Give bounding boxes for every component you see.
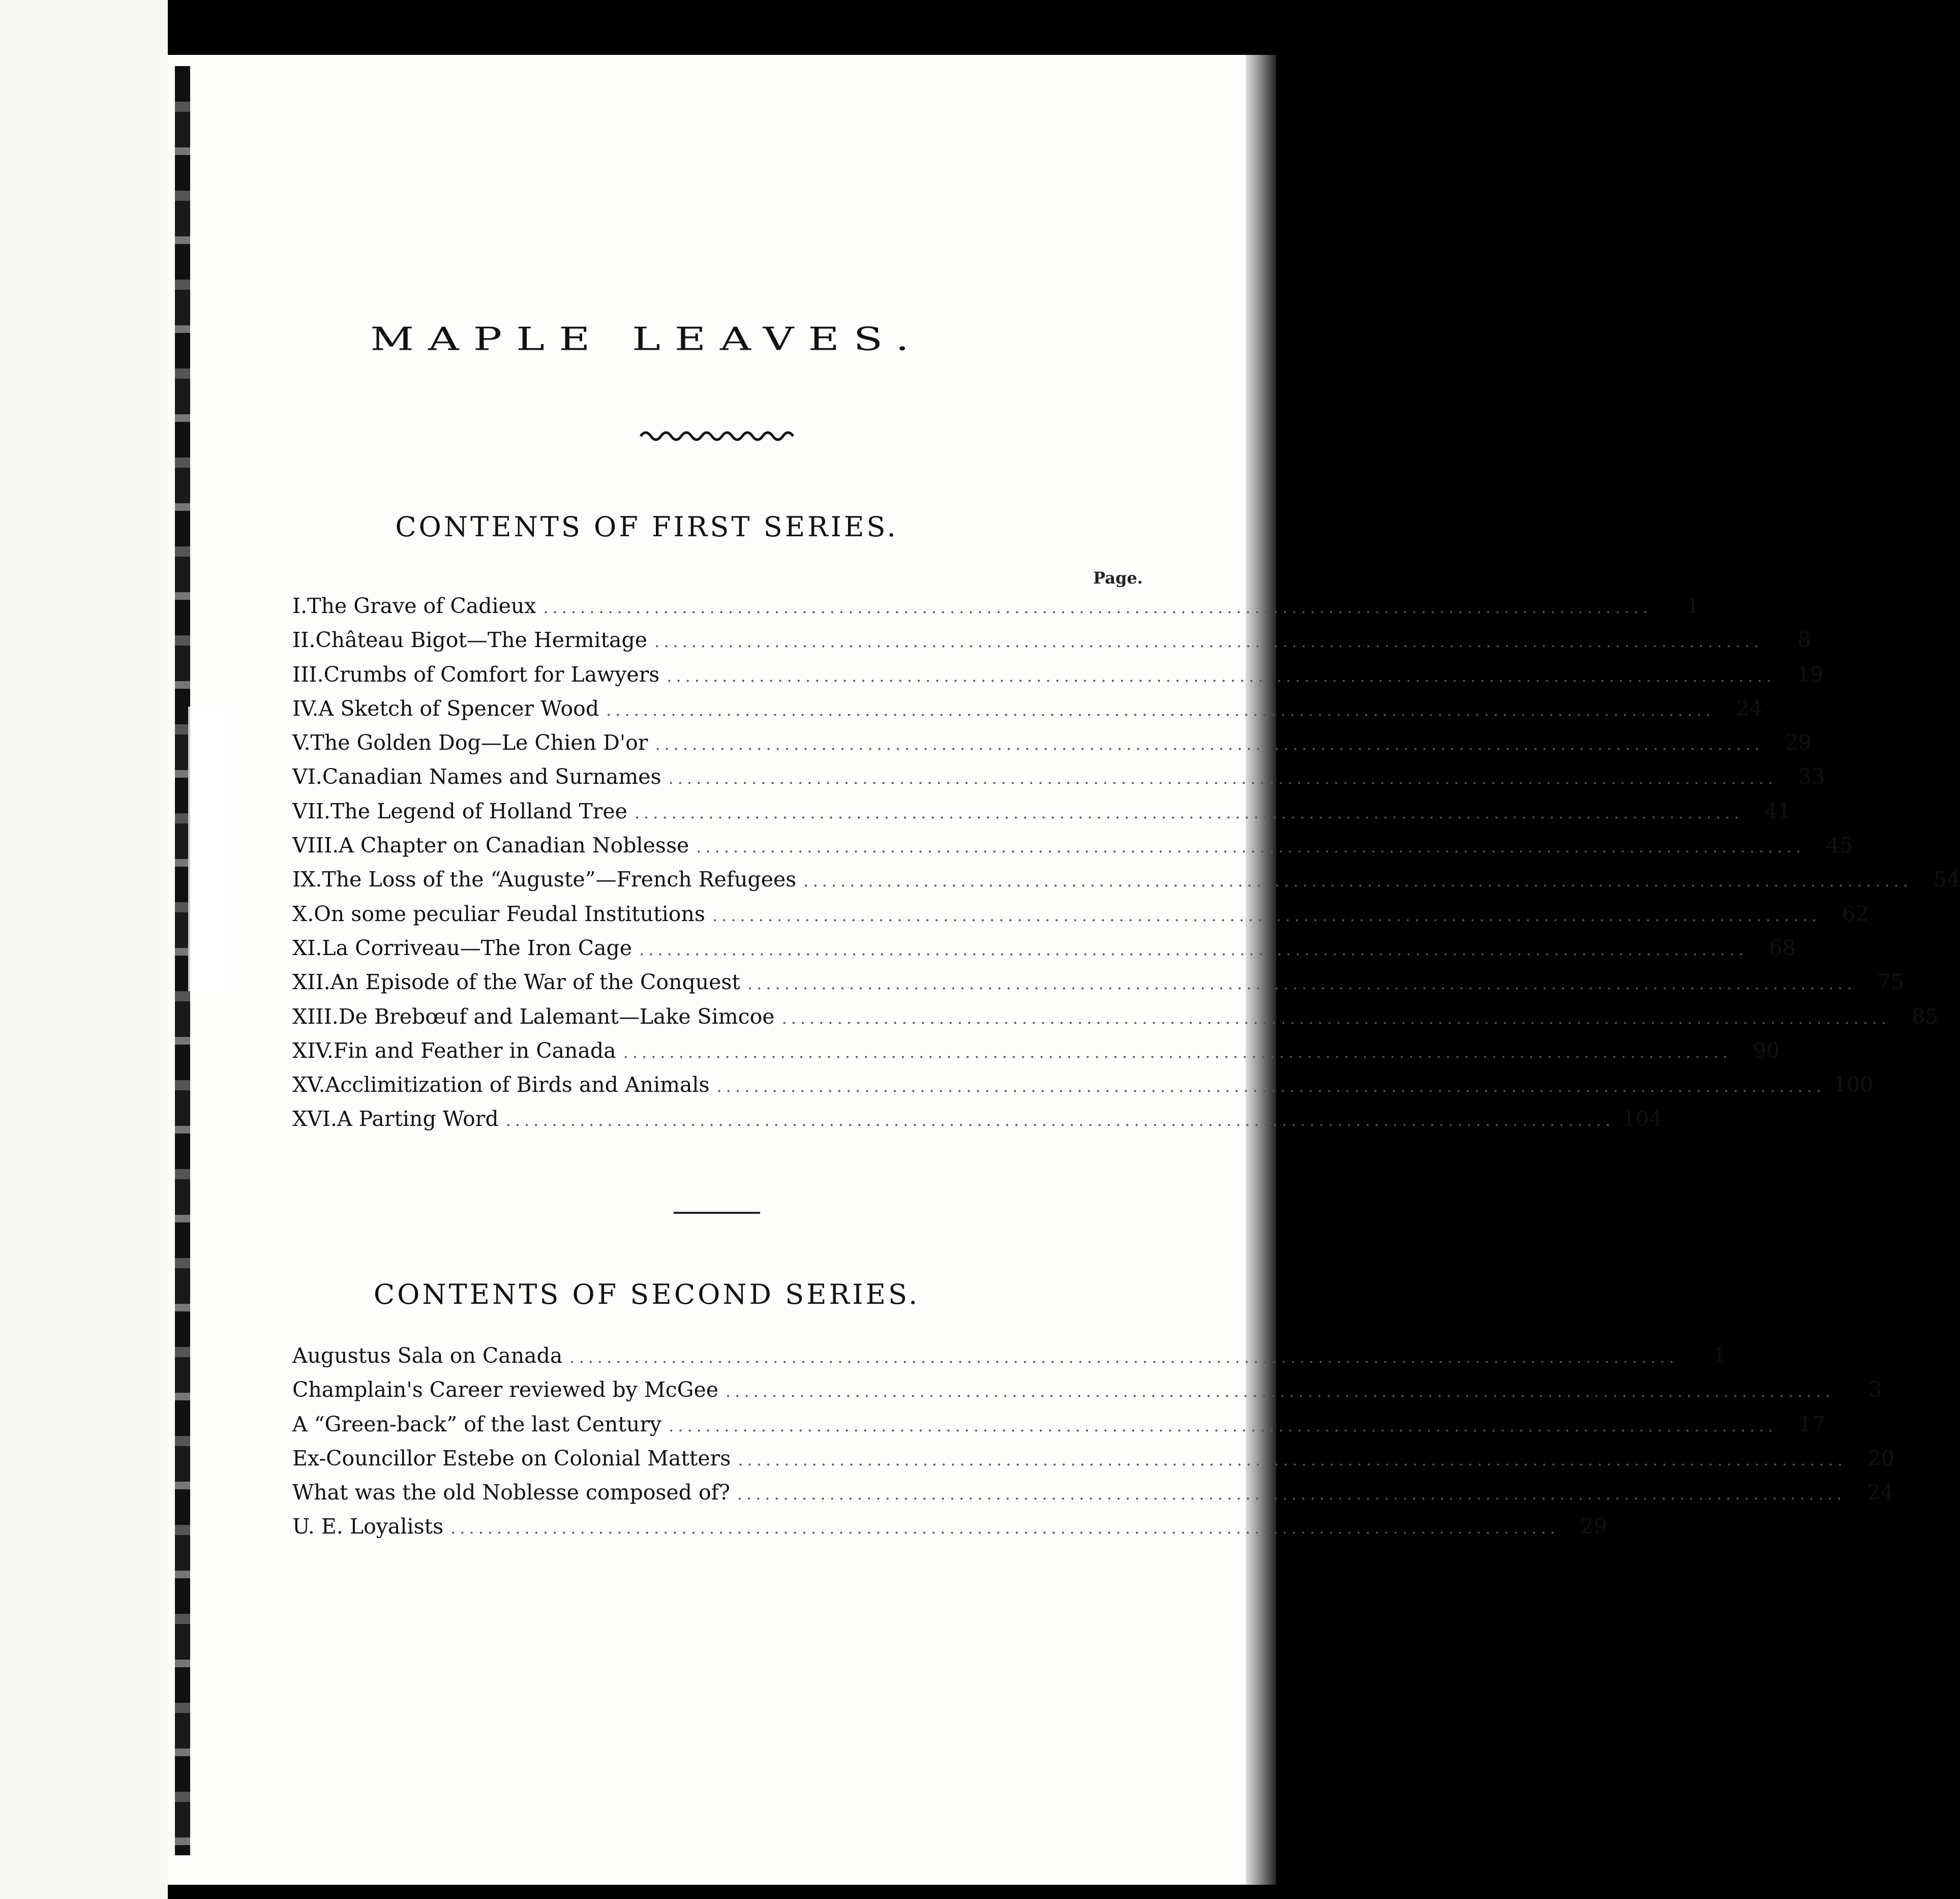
toc-title: Ex-Councillor Estebe on Colonial Matters (292, 1446, 731, 1471)
toc-page: 75 (1877, 970, 1904, 995)
toc-row[interactable] (292, 696, 1763, 730)
toc-title: Champlain's Career reviewed by McGee (292, 1377, 719, 1402)
toc-row[interactable] (292, 970, 1904, 1004)
leader-dots: ........................................................................................................................ (450, 1518, 1559, 1538)
toc-page: 54 (1933, 867, 1960, 892)
toc-row[interactable] (292, 1073, 1874, 1107)
toc-title: A Parting Word (337, 1107, 499, 1131)
toc-row[interactable] (292, 1004, 1939, 1038)
leader-dots: ........................................................................................................................ (668, 769, 1777, 788)
toc-row[interactable] (292, 1038, 1780, 1073)
leader-dots: ........................................................................................................................ (654, 632, 1763, 652)
toc-page: 19 (1796, 662, 1823, 687)
toc-page: 8 (1797, 628, 1811, 653)
leader-dots: ........................................................................................................................ (726, 1382, 1834, 1401)
page-column-label: Page. (1093, 568, 1143, 588)
toc-title: The Legend of Holland Tree (330, 799, 627, 823)
toc-number: XVI. (292, 1107, 338, 1131)
toc-row[interactable] (292, 764, 1825, 799)
toc-number: XII. (292, 970, 330, 995)
toc-row[interactable] (292, 935, 1796, 970)
leader-dots: ........................................................................................................................ (747, 974, 1856, 994)
toc-title: A Sketch of Spencer Wood (318, 696, 599, 721)
book-title: MAPLE LEAVES. (370, 320, 923, 358)
toc-row[interactable] (292, 1377, 1882, 1412)
toc-number: XIII. (292, 1004, 339, 1029)
ornament-squiggle (641, 427, 793, 442)
toc-page: 33 (1798, 764, 1825, 789)
toc-page: 3 (1868, 1377, 1882, 1402)
leader-dots: ........................................................................................................................ (639, 939, 1748, 959)
toc-title: On some peculiar Feudal Institutions (314, 901, 705, 926)
toc-number: XV. (292, 1073, 325, 1097)
leader-dots: ........................................................................................................................ (634, 803, 1743, 822)
toc-number: VII. (292, 799, 331, 823)
toc-title: The Golden Dog—Le Chien D'or (310, 730, 648, 755)
toc-page: 104 (1622, 1107, 1663, 1131)
toc-page: 1 (1686, 594, 1700, 618)
leader-dots: ........................................................................................................................ (543, 598, 1652, 617)
second-series-toc (292, 1343, 1894, 1549)
toc-page: 45 (1826, 833, 1853, 858)
toc-row[interactable] (292, 1412, 1825, 1446)
toc-title: La Corriveau—The Iron Cage (322, 935, 632, 960)
toc-title: What was the old Noblesse composed of? (292, 1480, 730, 1505)
second-series-heading: CONTENTS OF SECOND SERIES. (373, 1278, 920, 1310)
toc-page: 20 (1867, 1446, 1894, 1471)
leader-dots: ........................................................................................................................ (669, 1416, 1777, 1435)
toc-row[interactable] (292, 1514, 1607, 1548)
toc-number: VIII. (292, 833, 339, 858)
toc-title: The Grave of Cadieux (307, 594, 536, 618)
leader-dots: ........................................................................................................................ (712, 905, 1821, 925)
toc-number: XI. (292, 935, 322, 960)
toc-row[interactable] (292, 1446, 1894, 1480)
toc-title: Fin and Feather in Canada (333, 1038, 616, 1063)
toc-page: 17 (1798, 1412, 1825, 1436)
toc-row[interactable] (292, 662, 1823, 696)
toc-title: Acclimitization of Birds and Animals (325, 1073, 710, 1097)
toc-page: 24 (1736, 696, 1763, 721)
toc-page: 29 (1785, 730, 1812, 755)
toc-page: 1 (1712, 1343, 1726, 1368)
leader-dots: ........................................................................................................................ (606, 700, 1715, 720)
leader-dots: ........................................................................................................................ (667, 666, 1775, 686)
toc-row[interactable] (292, 730, 1812, 764)
toc-number: XIV. (292, 1038, 334, 1063)
leader-dots: ........................................................................................................................ (738, 1450, 1847, 1469)
leader-dots: ........................................................................................................................ (569, 1347, 1678, 1367)
toc-title: A “Green-back” of the last Century (292, 1412, 662, 1436)
toc-row[interactable] (292, 901, 1869, 936)
toc-number: II. (292, 628, 316, 653)
toc-row[interactable] (292, 628, 1811, 662)
toc-title: Crumbs of Comfort for Lawyers (323, 662, 660, 687)
leader-dots: ........................................................................................................................ (716, 1077, 1826, 1096)
toc-row[interactable] (292, 799, 1791, 833)
leader-dots: ........................................................................................................................ (505, 1111, 1615, 1130)
toc-page: 90 (1753, 1038, 1780, 1063)
toc-page: 29 (1580, 1514, 1607, 1539)
leader-dots: ........................................................................................................................ (737, 1484, 1846, 1504)
toc-number: I. (292, 594, 308, 618)
leader-dots: ........................................................................................................................ (655, 734, 1764, 754)
toc-title: Augustus Sala on Canada (292, 1343, 563, 1368)
toc-row[interactable] (292, 1107, 1663, 1141)
toc-title: An Episode of the War of the Conquest (330, 970, 740, 995)
toc-row[interactable] (292, 867, 1960, 901)
leader-dots: ........................................................................................................................ (623, 1042, 1732, 1062)
toc-title: The Loss of the “Auguste”—French Refugees (322, 867, 797, 892)
toc-number: V. (292, 730, 311, 755)
leader-dots: ........................................................................................................................ (696, 837, 1805, 857)
toc-row[interactable] (292, 833, 1853, 867)
toc-row[interactable] (292, 594, 1700, 628)
binding-tab (188, 707, 226, 991)
toc-page: 100 (1833, 1073, 1874, 1097)
toc-number: III. (292, 662, 324, 687)
leader-dots: ........................................................................................................................ (781, 1008, 1891, 1028)
toc-title: Château Bigot—The Hermitage (315, 628, 648, 653)
toc-number: IV. (292, 696, 319, 721)
toc-row[interactable] (292, 1343, 1726, 1377)
first-series-heading: CONTENTS OF FIRST SERIES. (395, 511, 898, 543)
section-divider (674, 1212, 760, 1214)
toc-title: A Chapter on Canadian Noblesse (339, 833, 689, 858)
toc-title: U. E. Loyalists (292, 1514, 444, 1539)
toc-number: VI. (292, 764, 322, 789)
toc-number: IX. (292, 867, 322, 892)
toc-page: 68 (1769, 935, 1796, 960)
left-page-edge (0, 0, 168, 1899)
toc-row[interactable] (292, 1480, 1894, 1514)
leader-dots: ........................................................................................................................ (803, 871, 1912, 891)
toc-title: De Brebœuf and Lalemant—Lake Simcoe (338, 1004, 775, 1029)
first-series-toc (292, 594, 1960, 1141)
toc-page: 41 (1764, 799, 1791, 823)
toc-page: 62 (1842, 901, 1869, 926)
toc-number: X. (292, 901, 314, 926)
toc-title: Canadian Names and Surnames (322, 764, 661, 789)
toc-page: 85 (1912, 1004, 1939, 1029)
toc-page: 24 (1867, 1480, 1894, 1505)
